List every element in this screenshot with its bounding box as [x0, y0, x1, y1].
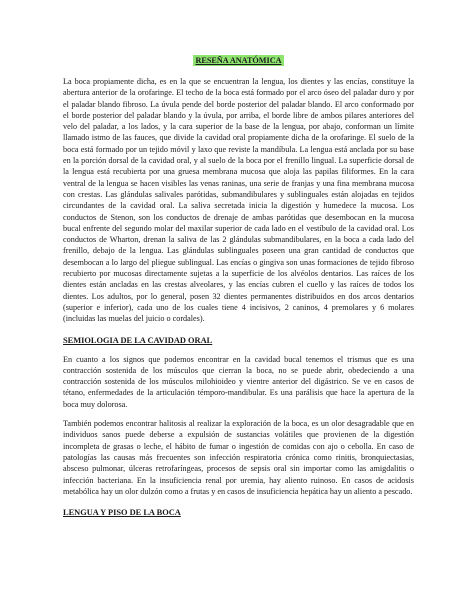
- title-wrapper: [63, 50, 414, 68]
- section-heading-semiologia: SEMIOLOGIA DE LA CAVIDAD ORAL: [63, 335, 213, 345]
- section-heading-lengua: LENGUA Y PISO DE LA BOCA: [63, 508, 181, 518]
- paragraph-anatomy: La boca propiamente dicha, es en la que se encuentran la lengua, los dientes y las encías, constituye la abertura anterior de la orofaringe. El techo de la boca está formado por el arco óseo del paladar duro y por el paladar blando fibroso. La úvula pende del borde posterior del paladar blando. El arco conformado por el borde posterior del paladar blando y la úvula, por arriba, el borde libre de ambos pilares anteriores del velo del paladar, a los lados, y la cara superior de la base de la lengua, por abajo, conforman un límite llamado istmo de las fauces, que divide la cavidad oral propiamente dicha de la orofaringe. El suelo de la boca está formado por un tejido móvil y laxo que reviste la mandíbula. La lengua está anclada por su base en la porción dorsal de la cavidad oral, y al suelo de la boca por el frenillo lingual. La superficie dorsal de la lengua está recubierta por una gruesa membrana mucosa que aloja las papilas filiformes. En la cara ventral de la lengua se hacen visibles las venas raninas, una serie de franjas y una fina membrana mucosa con crestas. Las glándulas salivales parótidas, submandibulares y sublinguales están alojadas en tejidos circundantes de la cavidad oral. La saliva secretada inicia la digestión y humedece la mucosa. Los conductos de Stenon, son los conductos de drenaje de ambas parótidas que desembocan en la mucosa bucal enfrente del segundo molar del maxilar superior de cada lado en el vestíbulo de la cavidad oral. Los conductos de Wharton, drenan la saliva de las 2 glándulas submandibulares, en la boca a cada lado del frenillo, debajo de la lengua. Las glándulas sublinguales poseen una gran cantidad de conductos que desembocan a lo largo del pliegue sublingual. Las encías o gingiva son unas formaciones de tejido fibroso recubierto por mucosas directamente sujetas a la superficie de los alvéolos dentarios. Las raíces de los dientes están ancladas en las crestas alveolares, y las encías cubren el cuello y las raíces de todos los dientes. Los adultos, por lo general, posen 32 dientes permanentes distribuidos en dos arcos dentarios (superior e inferior), cada uno de los cuales tiene 4 incisivos, 2 caninos, 4 premolares y 6 molares (incluidas las muelas del juicio o cordales).: [63, 77, 414, 324]
- document-title: RESEÑA ANATÓMICA: [195, 56, 282, 65]
- paragraph-halitosis: También podemos encontrar halitosis al realizar la exploración de la boca, es un olor desagradable que en individuos sanos puede deberse a expulsión de sustancias volátiles que provienen de la digestión incompleta de grasas o leche, el hábito de fumar o ingestión de comidas con ajo o cebolla. En caso de patologías las causas más frecuentes son infección respiratoria crónica como rinitis, bronquiectasias, absceso pulmonar, úlceras retrofaríngeas, procesos de sepsis oral sin importar como las amigdalitis o infección bacteriana. En la insuficiencia renal por uremia, hay aliento ruinoso. En casos de acidosis metabólica hay un olor dulzón como a frutas y en casos de insuficiencia hepática hay un aliento a pescado.: [63, 419, 414, 496]
- paragraph-trismus: En cuanto a los signos que podemos encontrar en la cavidad bucal tenemos el trismus que es una contracción sostenida de los músculos que cierran la boca, no se puede abrir, obedeciendo a una contracción sostenida de los músculos milohioideo y vientre anterior del digástrico. Se ve en casos de tétano, enfermedades de la articulación témporo-mandibular. Es una parálisis que hace la apertura de la boca muy dolorosa.: [63, 354, 414, 409]
